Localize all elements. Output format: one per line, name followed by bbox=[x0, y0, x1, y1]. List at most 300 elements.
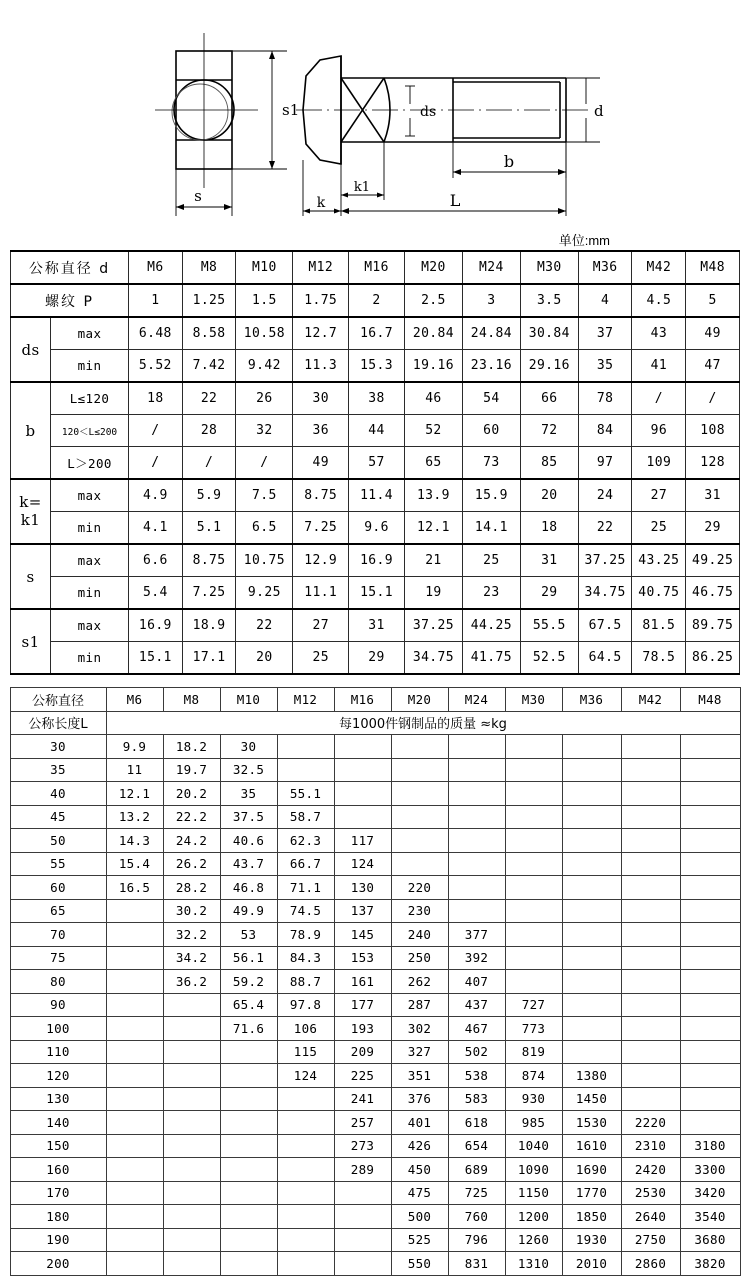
mass-cell bbox=[277, 1087, 334, 1111]
row-group-label: s bbox=[11, 544, 51, 609]
mass-cell: 250 bbox=[391, 946, 448, 970]
cell: 9.25 bbox=[236, 577, 293, 610]
mass-cell bbox=[163, 1205, 220, 1229]
table-row bbox=[10, 711, 740, 735]
d-label: d bbox=[594, 102, 604, 120]
mass-cell: 145 bbox=[334, 923, 391, 947]
row-group-label: ds bbox=[11, 317, 51, 382]
mass-cell bbox=[106, 993, 163, 1017]
mass-cell: 106 bbox=[277, 1017, 334, 1041]
mass-cell bbox=[163, 1228, 220, 1252]
table-row bbox=[11, 350, 740, 383]
mass-cell: 40.6 bbox=[220, 829, 277, 853]
cell: 12.7 bbox=[293, 317, 349, 350]
mass-cell: 1530 bbox=[562, 1111, 621, 1135]
mass-cell bbox=[106, 1087, 163, 1111]
cell: 1.25 bbox=[182, 284, 236, 317]
cell: 60 bbox=[462, 415, 520, 447]
mass-cell: 34.2 bbox=[163, 946, 220, 970]
row-sub-label: min bbox=[51, 642, 129, 675]
mass-cell bbox=[505, 876, 562, 900]
mass-cell bbox=[334, 758, 391, 782]
mass-cell: 302 bbox=[391, 1017, 448, 1041]
row-label-k-line2: k1 bbox=[20, 510, 41, 529]
mass-cell bbox=[505, 782, 562, 806]
mass-cell bbox=[220, 1181, 277, 1205]
cell: / bbox=[128, 447, 182, 480]
header-size-M42: M42 bbox=[621, 688, 680, 712]
mass-cell bbox=[621, 782, 680, 806]
mass-cell: 525 bbox=[391, 1228, 448, 1252]
cell: 11.4 bbox=[349, 479, 405, 512]
length-cell: 160 bbox=[10, 1158, 106, 1182]
cell: 41.75 bbox=[462, 642, 520, 675]
cell: 73 bbox=[462, 447, 520, 480]
s-arrow-left bbox=[176, 204, 184, 210]
s1-arrow-top bbox=[269, 51, 275, 59]
cell: 49 bbox=[293, 447, 349, 480]
mass-cell: 1310 bbox=[505, 1252, 562, 1276]
table-row bbox=[11, 609, 740, 642]
table-row bbox=[10, 735, 740, 759]
cell: 17.1 bbox=[182, 642, 236, 675]
row-sub-label: max bbox=[51, 544, 129, 577]
header-size-M30: M30 bbox=[505, 688, 562, 712]
table-row bbox=[10, 970, 740, 994]
cell: 43 bbox=[632, 317, 686, 350]
mass-cell: 49.9 bbox=[220, 899, 277, 923]
mass-cell: 1260 bbox=[505, 1228, 562, 1252]
mass-cell: 689 bbox=[448, 1158, 505, 1182]
header-mass-caption: 每1000件钢制品的质量 ≈kg bbox=[106, 711, 740, 735]
ds-label: ds bbox=[420, 104, 437, 120]
table-row bbox=[10, 1134, 740, 1158]
table-row bbox=[10, 829, 740, 853]
mass-cell: 37.5 bbox=[220, 805, 277, 829]
mass-cell bbox=[448, 805, 505, 829]
mass-cell: 16.5 bbox=[106, 876, 163, 900]
mass-cell: 874 bbox=[505, 1064, 562, 1088]
cell: 15.9 bbox=[462, 479, 520, 512]
cell: 3.5 bbox=[520, 284, 578, 317]
mass-cell: 583 bbox=[448, 1087, 505, 1111]
mass-cell: 2220 bbox=[621, 1111, 680, 1135]
cell: 9.6 bbox=[349, 512, 405, 545]
cell: 89.75 bbox=[686, 609, 740, 642]
cell: 11.3 bbox=[293, 350, 349, 383]
length-cell: 80 bbox=[10, 970, 106, 994]
cell: 31 bbox=[686, 479, 740, 512]
mass-cell bbox=[220, 1205, 277, 1229]
mass-cell bbox=[106, 1252, 163, 1276]
cell: 78 bbox=[578, 382, 632, 415]
cell: 84 bbox=[578, 415, 632, 447]
length-cell: 200 bbox=[10, 1252, 106, 1276]
mass-cell: 727 bbox=[505, 993, 562, 1017]
table-row bbox=[10, 1040, 740, 1064]
length-cell: 120 bbox=[10, 1064, 106, 1088]
mass-cell bbox=[106, 923, 163, 947]
mass-cell: 14.3 bbox=[106, 829, 163, 853]
cell: 24.84 bbox=[462, 317, 520, 350]
mass-cell: 257 bbox=[334, 1111, 391, 1135]
s1-arrow-bottom bbox=[269, 161, 275, 169]
mass-cell: 773 bbox=[505, 1017, 562, 1041]
length-cell: 100 bbox=[10, 1017, 106, 1041]
header-size-M12: M12 bbox=[293, 251, 349, 284]
mass-cell: 392 bbox=[448, 946, 505, 970]
cell: 18 bbox=[520, 512, 578, 545]
cell: 16.9 bbox=[349, 544, 405, 577]
cell: 36 bbox=[293, 415, 349, 447]
cell: 52 bbox=[404, 415, 462, 447]
mass-cell bbox=[562, 970, 621, 994]
mass-cell bbox=[220, 1228, 277, 1252]
cell: 34.75 bbox=[404, 642, 462, 675]
length-cell: 70 bbox=[10, 923, 106, 947]
cell: 44.25 bbox=[462, 609, 520, 642]
mass-cell bbox=[106, 899, 163, 923]
mass-cell bbox=[277, 1158, 334, 1182]
mass-cell: 130 bbox=[334, 876, 391, 900]
mass-cell bbox=[277, 1228, 334, 1252]
length-cell: 110 bbox=[10, 1040, 106, 1064]
mass-cell: 12.1 bbox=[106, 782, 163, 806]
header-diameter-label: 公称直径 bbox=[10, 688, 106, 712]
mass-cell: 124 bbox=[334, 852, 391, 876]
mass-cell: 1040 bbox=[505, 1134, 562, 1158]
cell: 19 bbox=[404, 577, 462, 610]
mass-cell: 137 bbox=[334, 899, 391, 923]
k1-label: k1 bbox=[353, 180, 371, 195]
cell: 1.5 bbox=[236, 284, 293, 317]
cell: 43.25 bbox=[632, 544, 686, 577]
mass-cell: 62.3 bbox=[277, 829, 334, 853]
cell: 7.42 bbox=[182, 350, 236, 383]
cell: 37.25 bbox=[404, 609, 462, 642]
mass-cell: 2420 bbox=[621, 1158, 680, 1182]
mass-cell: 161 bbox=[334, 970, 391, 994]
cell: 109 bbox=[632, 447, 686, 480]
mass-cell: 46.8 bbox=[220, 876, 277, 900]
cell: 6.5 bbox=[236, 512, 293, 545]
mass-cell: 28.2 bbox=[163, 876, 220, 900]
cell: 54 bbox=[462, 382, 520, 415]
header-size-M20: M20 bbox=[391, 688, 448, 712]
row-label-thread: 螺纹 P bbox=[11, 284, 129, 317]
mass-cell bbox=[448, 758, 505, 782]
header-length-label: 公称长度L bbox=[10, 711, 106, 735]
header-size-M48: M48 bbox=[686, 251, 740, 284]
header-size-M12: M12 bbox=[277, 688, 334, 712]
table-row bbox=[10, 1111, 740, 1135]
table-row bbox=[11, 642, 740, 675]
cell: 16.9 bbox=[128, 609, 182, 642]
header-size-M16: M16 bbox=[334, 688, 391, 712]
mass-cell bbox=[277, 735, 334, 759]
mass-cell: 2310 bbox=[621, 1134, 680, 1158]
mass-cell bbox=[680, 758, 740, 782]
mass-cell: 88.7 bbox=[277, 970, 334, 994]
mass-cell bbox=[621, 1087, 680, 1111]
mass-cell bbox=[680, 735, 740, 759]
mass-cell bbox=[106, 970, 163, 994]
mass-cell: 230 bbox=[391, 899, 448, 923]
mass-cell: 36.2 bbox=[163, 970, 220, 994]
mass-cell bbox=[680, 946, 740, 970]
length-cell: 50 bbox=[10, 829, 106, 853]
cell: 108 bbox=[686, 415, 740, 447]
s-arrow-right bbox=[224, 204, 232, 210]
header-size-M6: M6 bbox=[106, 688, 163, 712]
header-size-M20: M20 bbox=[404, 251, 462, 284]
mass-cell bbox=[334, 1181, 391, 1205]
mass-cell bbox=[621, 876, 680, 900]
mass-cell bbox=[621, 970, 680, 994]
mass-cell: 538 bbox=[448, 1064, 505, 1088]
mass-cell bbox=[448, 782, 505, 806]
cell: 10.58 bbox=[236, 317, 293, 350]
L-label: L bbox=[449, 191, 461, 210]
mass-cell bbox=[334, 805, 391, 829]
mass-cell bbox=[391, 805, 448, 829]
mass-cell bbox=[680, 782, 740, 806]
mass-cell: 35 bbox=[220, 782, 277, 806]
mass-cell: 725 bbox=[448, 1181, 505, 1205]
mass-cell bbox=[391, 735, 448, 759]
cell: 20.84 bbox=[404, 317, 462, 350]
mass-cell: 22.2 bbox=[163, 805, 220, 829]
mass-cell: 3680 bbox=[680, 1228, 740, 1252]
k-arrow-left bbox=[303, 209, 310, 214]
length-cell: 30 bbox=[10, 735, 106, 759]
row-group-label bbox=[11, 479, 51, 544]
cell: 78.5 bbox=[632, 642, 686, 675]
mass-cell: 117 bbox=[334, 829, 391, 853]
mass-cell: 71.6 bbox=[220, 1017, 277, 1041]
mass-cell: 618 bbox=[448, 1111, 505, 1135]
cell: / bbox=[236, 447, 293, 480]
mass-cell bbox=[163, 1111, 220, 1135]
mass-cell bbox=[220, 1158, 277, 1182]
cell: 52.5 bbox=[520, 642, 578, 675]
length-cell: 40 bbox=[10, 782, 106, 806]
header-size-M8: M8 bbox=[163, 688, 220, 712]
mass-cell: 1450 bbox=[562, 1087, 621, 1111]
mass-cell: 467 bbox=[448, 1017, 505, 1041]
table-row bbox=[10, 782, 740, 806]
mass-cell bbox=[621, 923, 680, 947]
mass-cell bbox=[680, 805, 740, 829]
row-group-label: s1 bbox=[11, 609, 51, 674]
cell: 29 bbox=[686, 512, 740, 545]
cell: 65 bbox=[404, 447, 462, 480]
cell: 128 bbox=[686, 447, 740, 480]
mass-cell bbox=[680, 1111, 740, 1135]
mass-cell: 3540 bbox=[680, 1205, 740, 1229]
table-row bbox=[11, 251, 740, 284]
mass-cell bbox=[220, 1040, 277, 1064]
mass-cell bbox=[505, 758, 562, 782]
mass-cell bbox=[562, 876, 621, 900]
mass-cell bbox=[277, 1111, 334, 1135]
cell: 25 bbox=[632, 512, 686, 545]
mass-cell bbox=[680, 970, 740, 994]
mass-cell: 351 bbox=[391, 1064, 448, 1088]
cell: 7.25 bbox=[293, 512, 349, 545]
mass-cell: 1610 bbox=[562, 1134, 621, 1158]
cell: 46 bbox=[404, 382, 462, 415]
mass-cell bbox=[680, 1064, 740, 1088]
mass-cell: 3180 bbox=[680, 1134, 740, 1158]
cell: 9.42 bbox=[236, 350, 293, 383]
table-row bbox=[11, 544, 740, 577]
table-row bbox=[10, 993, 740, 1017]
cell: 2.5 bbox=[404, 284, 462, 317]
mass-cell bbox=[562, 829, 621, 853]
bolt-technical-drawing bbox=[0, 0, 750, 232]
s-label: s bbox=[194, 187, 202, 205]
unit-note bbox=[10, 232, 740, 250]
mass-cell bbox=[505, 829, 562, 853]
mass-cell bbox=[334, 782, 391, 806]
mass-cell: 273 bbox=[334, 1134, 391, 1158]
cell: 12.1 bbox=[404, 512, 462, 545]
row-label-k-line1: k= bbox=[19, 493, 42, 512]
length-cell: 45 bbox=[10, 805, 106, 829]
mass-cell bbox=[334, 735, 391, 759]
mass-cell: 65.4 bbox=[220, 993, 277, 1017]
table-row bbox=[11, 479, 740, 512]
table-row bbox=[10, 688, 740, 712]
table-gap bbox=[0, 675, 750, 687]
mass-cell bbox=[163, 1064, 220, 1088]
cell: 96 bbox=[632, 415, 686, 447]
mass-cell: 240 bbox=[391, 923, 448, 947]
mass-cell bbox=[680, 829, 740, 853]
mass-cell bbox=[680, 1087, 740, 1111]
mass-cell bbox=[562, 923, 621, 947]
mass-cell bbox=[621, 1040, 680, 1064]
cell: 29.16 bbox=[520, 350, 578, 383]
b-label: b bbox=[503, 152, 515, 171]
header-size-M16: M16 bbox=[349, 251, 405, 284]
header-size-M36: M36 bbox=[562, 688, 621, 712]
mass-cell bbox=[621, 946, 680, 970]
mass-cell bbox=[621, 829, 680, 853]
mass-cell: 819 bbox=[505, 1040, 562, 1064]
cell: 5.9 bbox=[182, 479, 236, 512]
cell: 2 bbox=[349, 284, 405, 317]
cell: / bbox=[182, 447, 236, 480]
cell: 31 bbox=[349, 609, 405, 642]
cell: 40.75 bbox=[632, 577, 686, 610]
mass-cell bbox=[334, 1228, 391, 1252]
s1-label: s1 bbox=[282, 101, 300, 119]
table-row bbox=[10, 876, 740, 900]
b-arrow-right bbox=[558, 169, 566, 175]
row-sub-label: max bbox=[51, 609, 129, 642]
header-size-M36: M36 bbox=[578, 251, 632, 284]
mass-cell bbox=[621, 805, 680, 829]
table-row bbox=[10, 758, 740, 782]
cell: 30.84 bbox=[520, 317, 578, 350]
unit-note-text: 单位:mm bbox=[558, 233, 610, 248]
cell: 25 bbox=[462, 544, 520, 577]
mass-cell: 831 bbox=[448, 1252, 505, 1276]
cell: 14.1 bbox=[462, 512, 520, 545]
cell: 4.9 bbox=[128, 479, 182, 512]
row-sub-label: max bbox=[51, 479, 129, 512]
cell: 8.75 bbox=[182, 544, 236, 577]
mass-cell bbox=[505, 946, 562, 970]
mass-cell: 9.9 bbox=[106, 735, 163, 759]
mass-cell: 3300 bbox=[680, 1158, 740, 1182]
row-sub-label: min bbox=[51, 512, 129, 545]
mass-cell: 124 bbox=[277, 1064, 334, 1088]
mass-cell: 401 bbox=[391, 1111, 448, 1135]
mass-cell: 225 bbox=[334, 1064, 391, 1088]
cell: 31 bbox=[520, 544, 578, 577]
cell: 20 bbox=[520, 479, 578, 512]
b-arrow-left bbox=[453, 169, 461, 175]
mass-cell bbox=[621, 735, 680, 759]
mass-cell: 32.5 bbox=[220, 758, 277, 782]
mass-cell bbox=[505, 735, 562, 759]
mass-cell: 450 bbox=[391, 1158, 448, 1182]
L-arrow-left bbox=[341, 208, 349, 214]
header-size-M48: M48 bbox=[680, 688, 740, 712]
cell: 11.1 bbox=[293, 577, 349, 610]
header-size-M8: M8 bbox=[182, 251, 236, 284]
cell: 5.4 bbox=[128, 577, 182, 610]
length-cell: 75 bbox=[10, 946, 106, 970]
row-sub-label: 120＜L≤200 bbox=[51, 415, 129, 447]
cell: 35 bbox=[578, 350, 632, 383]
mass-cell: 2750 bbox=[621, 1228, 680, 1252]
table-row bbox=[10, 852, 740, 876]
mass-cell bbox=[562, 782, 621, 806]
mass-cell: 55.1 bbox=[277, 782, 334, 806]
cell: 97 bbox=[578, 447, 632, 480]
mass-cell bbox=[448, 899, 505, 923]
mass-cell: 1380 bbox=[562, 1064, 621, 1088]
mass-cell bbox=[106, 1017, 163, 1041]
mass-cell: 15.4 bbox=[106, 852, 163, 876]
mass-cell: 376 bbox=[391, 1087, 448, 1111]
length-cell: 90 bbox=[10, 993, 106, 1017]
mass-cell: 985 bbox=[505, 1111, 562, 1135]
mass-cell bbox=[106, 1205, 163, 1229]
table-row bbox=[10, 1017, 740, 1041]
mass-cell bbox=[163, 1158, 220, 1182]
mass-cell bbox=[220, 1111, 277, 1135]
mass-cell: 241 bbox=[334, 1087, 391, 1111]
cell: 66 bbox=[520, 382, 578, 415]
table-row bbox=[10, 1087, 740, 1111]
mass-cell bbox=[562, 1017, 621, 1041]
cell: 4.5 bbox=[632, 284, 686, 317]
mass-cell bbox=[448, 829, 505, 853]
cell: 25 bbox=[293, 642, 349, 675]
cell: / bbox=[686, 382, 740, 415]
mass-cell bbox=[106, 1228, 163, 1252]
mass-table bbox=[10, 687, 741, 1276]
table-row bbox=[10, 1205, 740, 1229]
table-row bbox=[11, 284, 740, 317]
cell: 41 bbox=[632, 350, 686, 383]
header-size-M42: M42 bbox=[632, 251, 686, 284]
